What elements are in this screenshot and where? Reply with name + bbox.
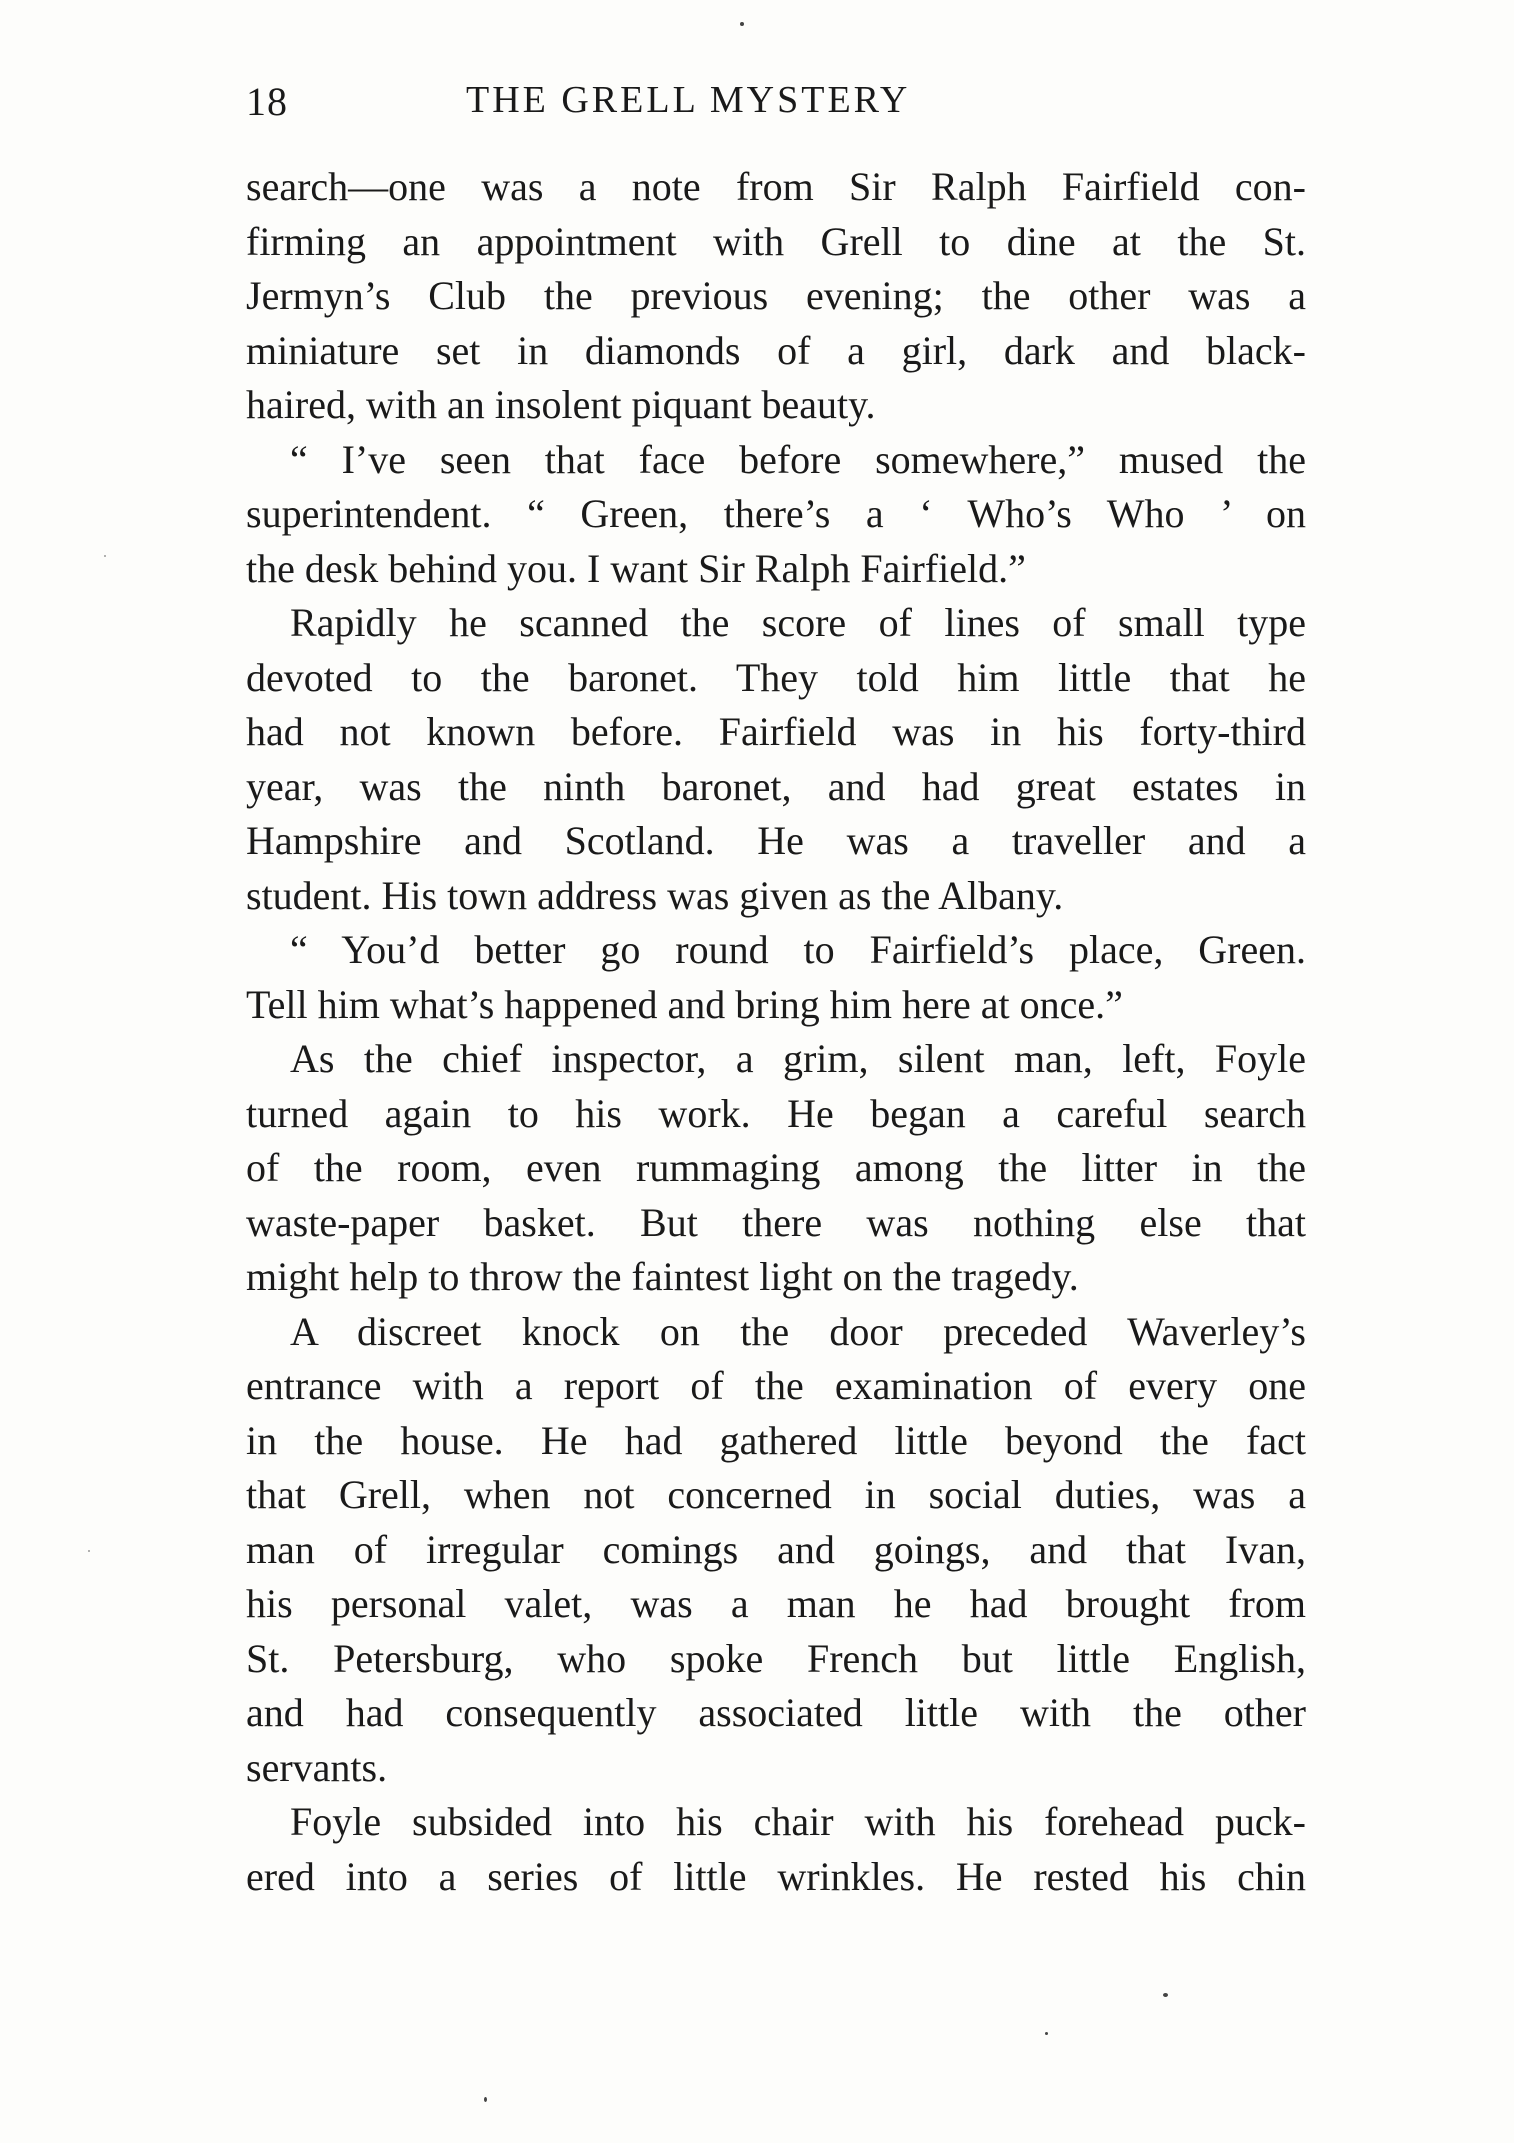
text-line: “ I’ve seen that face before somewhere,” mused the [290,436,1306,482]
text-line: might help to throw the faintest light on the tragedy. [246,1254,1079,1299]
text-line: had not known before. Fairfield was in his forty-third [246,709,1306,754]
text-line: As the chief inspector, a grim, silent man, left, Foyle [290,1036,1306,1081]
text-line: firming an appointment with Grell to dine at the St. [246,218,1306,264]
text-line: devoted to the baronet. They told him little that he [246,654,1306,700]
text-line: miniature set in diamonds of a girl, dark and black- [246,327,1306,373]
scan-speck [104,555,106,557]
scan-speck [1045,2032,1048,2035]
text-line: Jermyn’s Club the previous evening; the other was a [246,273,1306,318]
text-line: that Grell, when not concerned in social duties, was a [246,1472,1306,1517]
text-line: search—one was a note from Sir Ralph Fairfield con- [246,164,1306,209]
text-line: Rapidly he scanned the score of lines of small type [290,600,1306,645]
text-line: “ You’d better go round to Fairfield’s place, Green. [290,927,1306,972]
text-line: the desk behind you. I want Sir Ralph Fairfield.” [246,545,1026,591]
scan-speck [1163,1993,1168,1997]
page-number: 18 [246,79,288,124]
text-line: ered into a series of little wrinkles. He rested his chin [246,1853,1306,1899]
text-line: A discreet knock on the door preceded Waverley’s [290,1308,1306,1354]
text-line: St. Petersburg, who spoke French but little English, [246,1635,1306,1681]
text-line: entrance with a report of the examination of every one [246,1363,1306,1408]
text-line: Hampshire and Scotland. He was a traveller and a [246,818,1306,863]
text-line: waste-paper basket. But there was nothing else that [246,1199,1306,1245]
text-line: and had consequently associated little with the other [246,1690,1306,1735]
running-title: THE GRELL MYSTERY [466,79,911,121]
scan-speck [88,1550,90,1552]
text-line: in the house. He had gathered little beyond the fact [246,1417,1306,1463]
text-line: Tell him what’s happened and bring him here at once.” [246,981,1123,1027]
text-line: turned again to his work. He began a careful search [246,1090,1306,1136]
text-line: year, was the ninth baronet, and had great estates in [246,763,1306,809]
text-line: servants. [246,1744,388,1790]
text-line: haired, with an insolent piquant beauty. [246,382,876,427]
text-line: man of irregular comings and goings, and that Ivan, [246,1526,1306,1572]
text-line: student. His town address was given as the Albany. [246,872,1064,918]
page-header [246,78,1306,134]
text-line: of the room, even rummaging among the litter in the [246,1145,1306,1190]
text-line: his personal valet, was a man he had brought from [246,1581,1306,1626]
text-line: Foyle subsided into his chair with his forehead puck- [290,1799,1306,1844]
scan-speck [484,2097,487,2102]
scan-speck [740,22,744,26]
text-line: superintendent. “ Green, there’s a ‘ Who’s Who ’ on [246,491,1306,536]
body-text [246,160,1306,1904]
